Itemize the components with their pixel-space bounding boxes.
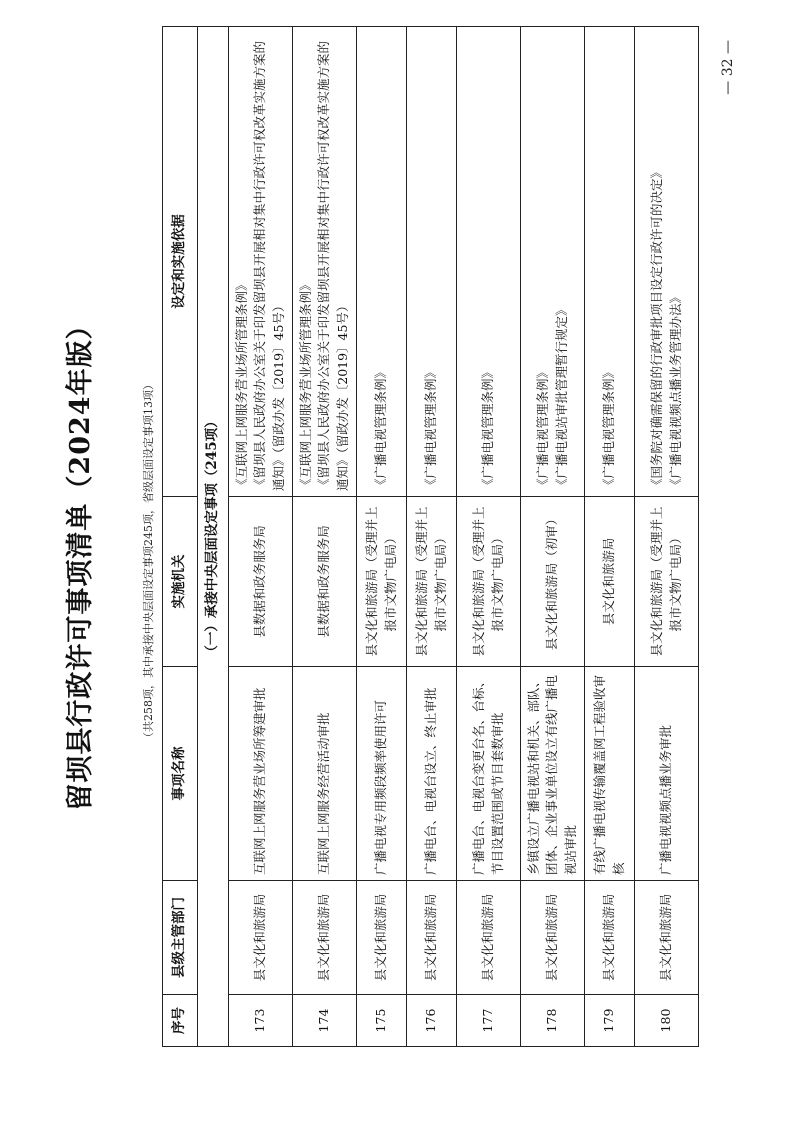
row-dept: 县文化和旅游局 [635,881,699,995]
section-label: （一）承接中央层面设定事项（245项） [198,27,229,1047]
table-row [585,27,635,1047]
header-basis: 设定和实施依据 [163,27,198,497]
header-no: 序号 [163,995,198,1047]
row-basis [585,27,635,497]
table-row [457,27,521,1047]
row-basis [635,27,699,497]
row-agency: 县文化和旅游局（受理并上报市文物广电局） [635,497,699,667]
section-row [198,27,229,1047]
table-row [229,27,293,1047]
row-item-name: 广播电台、电视台变更台名、台标、节目设置范围或节目套数审批 [457,667,521,881]
row-dept: 县文化和旅游局 [457,881,521,995]
row-agency: 县数据和政务服务局 [293,497,357,667]
row-dept: 县文化和旅游局 [521,881,585,995]
row-number: 174 [293,995,357,1047]
basis-line: 《广播电视管理条例》 [601,365,617,491]
row-basis [357,27,407,497]
row-agency: 县文化和旅游局（受理并上报市文物广电局） [407,497,457,667]
row-number: 179 [585,995,635,1047]
row-number: 175 [357,995,407,1047]
row-item-name: 互联网上网服务经营活动审批 [293,667,357,881]
row-item-name: 有线广播电视传输覆盖网工程验收审核 [585,667,635,881]
row-item-name: 互联网上网服务营业场所筹建审批 [229,667,293,881]
page-subtitle: （共258项，其中承接中央层面设定事项245项，省级层面设定事项13项） [142,379,155,743]
row-item-name: 乡镇设立广播电视站和机关、部队、团体、企业事业单位设立有线广播电视站审批 [521,667,585,881]
row-dept: 县文化和旅游局 [229,881,293,995]
row-basis [457,27,521,497]
row-agency: 县文化和旅游局（受理并上报市文物广电局） [457,497,521,667]
table-row [521,27,585,1047]
row-basis [293,27,357,497]
row-number: 177 [457,995,521,1047]
basis-line: 《互联网上网服务营业场所管理条例》 [298,278,314,491]
row-dept: 县文化和旅游局 [407,881,457,995]
basis-line: 《留坝县人民政府办公室关于印发留坝县开展相对集中行政许可权改革实施方案的通知》（留政办发〔2019〕45号） [252,40,286,491]
row-number: 180 [635,995,699,1047]
basis-line: 《广播电视管理条例》 [373,365,389,491]
row-number: 178 [521,995,585,1047]
basis-line: 《广播电视管理条例》 [480,365,496,491]
row-agency: 县文化和旅游局（受理并上报市文物广电局） [357,497,407,667]
row-dept: 县文化和旅游局 [357,881,407,995]
table-row [635,27,699,1047]
row-item-name: 广播电视专用频段频率使用许可 [357,667,407,881]
row-number: 173 [229,995,293,1047]
basis-line: 《国务院对确需保留的行政审批项目设定行政许可的决定》 [649,165,665,491]
basis-line: 《广播电视视频点播业务管理办法》 [667,290,683,491]
row-number: 176 [407,995,457,1047]
permit-table [162,26,699,1047]
row-agency: 县文化和旅游局 [585,497,635,667]
row-item-name: 广播电视视频点播业务审批 [635,667,699,881]
basis-line: 《互联网上网服务营业场所管理条例》 [234,278,250,491]
row-agency: 县数据和政务服务局 [229,497,293,667]
row-item-name: 广播电台、电视台设立、终止审批 [407,667,457,881]
row-dept: 县文化和旅游局 [585,881,635,995]
basis-line: 《广播电视管理条例》 [423,365,439,491]
header-agency: 实施机关 [163,497,198,667]
basis-line: 《广播电视站审批管理暂行规定》 [553,303,569,491]
table-row [293,27,357,1047]
row-agency: 县文化和旅游局（初审） [521,497,585,667]
table-header-row [163,27,198,1047]
header-dept: 县级主管部门 [163,881,198,995]
row-basis [521,27,585,497]
page-title: 留坝县行政许可事项清单（2024年版） [65,311,96,811]
table-row [407,27,457,1047]
header-name: 事项名称 [163,667,198,881]
row-basis [407,27,457,497]
page-number: — 32 — [720,40,736,95]
row-dept: 县文化和旅游局 [293,881,357,995]
row-basis [229,27,293,497]
basis-line: 《广播电视管理条例》 [535,365,551,491]
table-row [357,27,407,1047]
basis-line: 《留坝县人民政府办公室关于印发留坝县开展相对集中行政许可权改革实施方案的通知》（留政办发〔2019〕45号） [316,40,350,491]
